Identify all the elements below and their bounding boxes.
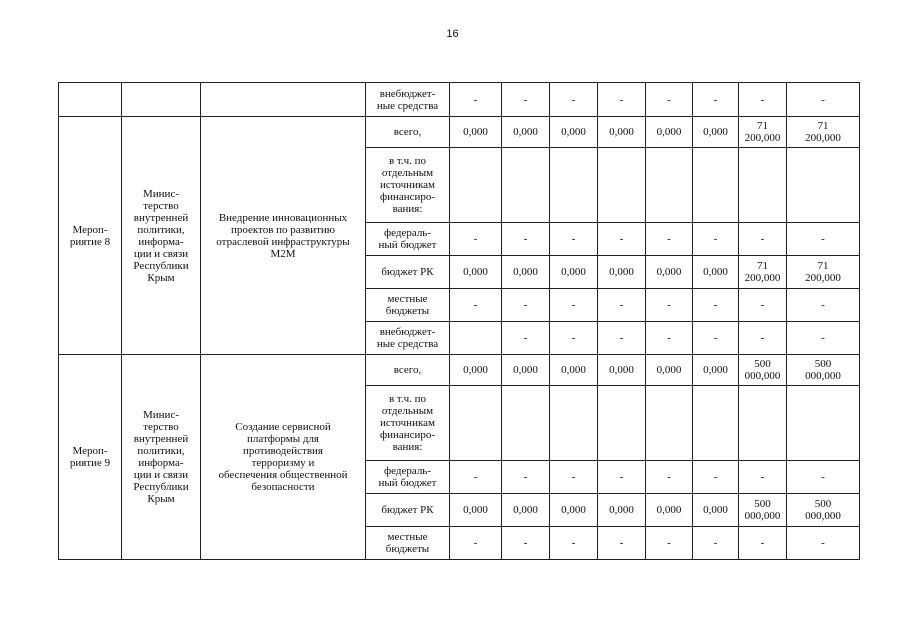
value-cell: -	[739, 289, 787, 322]
value-cell	[502, 148, 550, 223]
executor: Минис- терство внутренней политики, информа- ции и связи Республики Крым	[122, 355, 201, 560]
value-cell: 71 200,000	[739, 117, 787, 148]
value-cell: -	[787, 223, 860, 256]
value-cell: -	[739, 83, 787, 117]
value-cell: 0,000	[598, 494, 646, 527]
value-cell	[550, 148, 598, 223]
value-cell: 0,000	[693, 355, 739, 386]
value-cell: 500 000,000	[739, 494, 787, 527]
value-cell: -	[598, 289, 646, 322]
value-cell: 0,000	[502, 117, 550, 148]
table-row	[59, 83, 860, 117]
value-cell: 0,000	[646, 355, 693, 386]
value-cell: -	[693, 83, 739, 117]
funding-source: федераль- ный бюджет	[366, 461, 450, 494]
table-row	[59, 355, 860, 386]
value-cell: -	[502, 322, 550, 355]
value-cell: 0,000	[646, 256, 693, 289]
value-cell: -	[598, 223, 646, 256]
value-cell: -	[502, 461, 550, 494]
value-cell	[693, 148, 739, 223]
value-cell: 0,000	[502, 256, 550, 289]
value-cell: -	[450, 289, 502, 322]
value-cell: 500 000,000	[787, 494, 860, 527]
value-cell: 0,000	[502, 355, 550, 386]
activity-label: Мероп- риятие 8	[59, 117, 122, 355]
value-cell: 0,000	[550, 256, 598, 289]
value-cell: -	[739, 223, 787, 256]
value-cell	[550, 386, 598, 461]
value-cell: -	[598, 83, 646, 117]
activity-description: Создание сервисной платформы для противодействия терроризму и обеспечения общественной безопасности	[201, 355, 366, 560]
value-cell: -	[787, 322, 860, 355]
value-cell: 0,000	[693, 256, 739, 289]
value-cell: 0,000	[450, 355, 502, 386]
value-cell: -	[550, 461, 598, 494]
value-cell: 71 200,000	[787, 117, 860, 148]
value-cell: -	[787, 83, 860, 117]
value-cell: -	[598, 461, 646, 494]
funding-source: местные бюджеты	[366, 289, 450, 322]
value-cell: 71 200,000	[787, 256, 860, 289]
value-cell: -	[550, 223, 598, 256]
value-cell	[598, 386, 646, 461]
empty-cell	[122, 83, 201, 117]
value-cell: 0,000	[598, 355, 646, 386]
value-cell: -	[450, 527, 502, 560]
funding-source: внебюджет- ные средства	[366, 322, 450, 355]
value-cell: 500 000,000	[787, 355, 860, 386]
value-cell	[787, 386, 860, 461]
table-row	[59, 117, 860, 148]
value-cell: -	[787, 289, 860, 322]
value-cell: -	[646, 83, 693, 117]
value-cell: -	[693, 527, 739, 560]
value-cell: -	[450, 461, 502, 494]
value-cell: -	[693, 322, 739, 355]
value-cell: 0,000	[693, 117, 739, 148]
value-cell	[787, 148, 860, 223]
budget-table	[58, 82, 860, 560]
value-cell: 71 200,000	[739, 256, 787, 289]
value-cell	[450, 322, 502, 355]
funding-source: бюджет РК	[366, 256, 450, 289]
value-cell: 0,000	[450, 494, 502, 527]
value-cell: -	[450, 83, 502, 117]
value-cell: -	[450, 223, 502, 256]
value-cell: -	[739, 527, 787, 560]
budget-table-body	[59, 83, 860, 560]
value-cell: -	[550, 322, 598, 355]
value-cell	[739, 148, 787, 223]
value-cell: 0,000	[450, 117, 502, 148]
value-cell: -	[550, 83, 598, 117]
value-cell: -	[646, 289, 693, 322]
value-cell: 0,000	[646, 117, 693, 148]
value-cell: -	[598, 527, 646, 560]
value-cell: 0,000	[550, 117, 598, 148]
value-cell: -	[693, 461, 739, 494]
funding-source: бюджет РК	[366, 494, 450, 527]
value-cell: -	[646, 223, 693, 256]
value-cell	[598, 148, 646, 223]
executor: Минис- терство внутренней политики, информа- ции и связи Республики Крым	[122, 117, 201, 355]
value-cell: -	[550, 289, 598, 322]
value-cell: 0,000	[550, 494, 598, 527]
value-cell: -	[739, 461, 787, 494]
value-cell: -	[787, 527, 860, 560]
value-cell: -	[693, 223, 739, 256]
activity-description: Внедрение инновационных проектов по развитию отраслевой инфраструктуры М2М	[201, 117, 366, 355]
funding-source: внебюджет- ные средства	[366, 83, 450, 117]
funding-source: в т.ч. по отдельным источникам финансиро- вания:	[366, 148, 450, 223]
value-cell	[693, 386, 739, 461]
value-cell: -	[502, 289, 550, 322]
value-cell: -	[502, 223, 550, 256]
value-cell: 0,000	[502, 494, 550, 527]
value-cell	[450, 148, 502, 223]
funding-source: всего,	[366, 117, 450, 148]
value-cell	[739, 386, 787, 461]
funding-source: местные бюджеты	[366, 527, 450, 560]
value-cell: 0,000	[646, 494, 693, 527]
value-cell	[502, 386, 550, 461]
value-cell: 0,000	[693, 494, 739, 527]
value-cell	[646, 386, 693, 461]
value-cell: -	[550, 527, 598, 560]
funding-source: федераль- ный бюджет	[366, 223, 450, 256]
value-cell: -	[787, 461, 860, 494]
value-cell: 0,000	[598, 256, 646, 289]
value-cell	[450, 386, 502, 461]
empty-cell	[201, 83, 366, 117]
value-cell: 0,000	[550, 355, 598, 386]
value-cell: -	[502, 83, 550, 117]
value-cell: 500 000,000	[739, 355, 787, 386]
value-cell	[646, 148, 693, 223]
funding-source: всего,	[366, 355, 450, 386]
empty-cell	[59, 83, 122, 117]
value-cell: -	[646, 527, 693, 560]
activity-label: Мероп- риятие 9	[59, 355, 122, 560]
value-cell: -	[646, 461, 693, 494]
page-number: 16	[446, 28, 459, 40]
funding-source: в т.ч. по отдельным источникам финансиро- вания:	[366, 386, 450, 461]
value-cell: -	[693, 289, 739, 322]
value-cell: 0,000	[598, 117, 646, 148]
value-cell: -	[598, 322, 646, 355]
value-cell: 0,000	[450, 256, 502, 289]
value-cell: -	[646, 322, 693, 355]
value-cell: -	[739, 322, 787, 355]
value-cell: -	[502, 527, 550, 560]
